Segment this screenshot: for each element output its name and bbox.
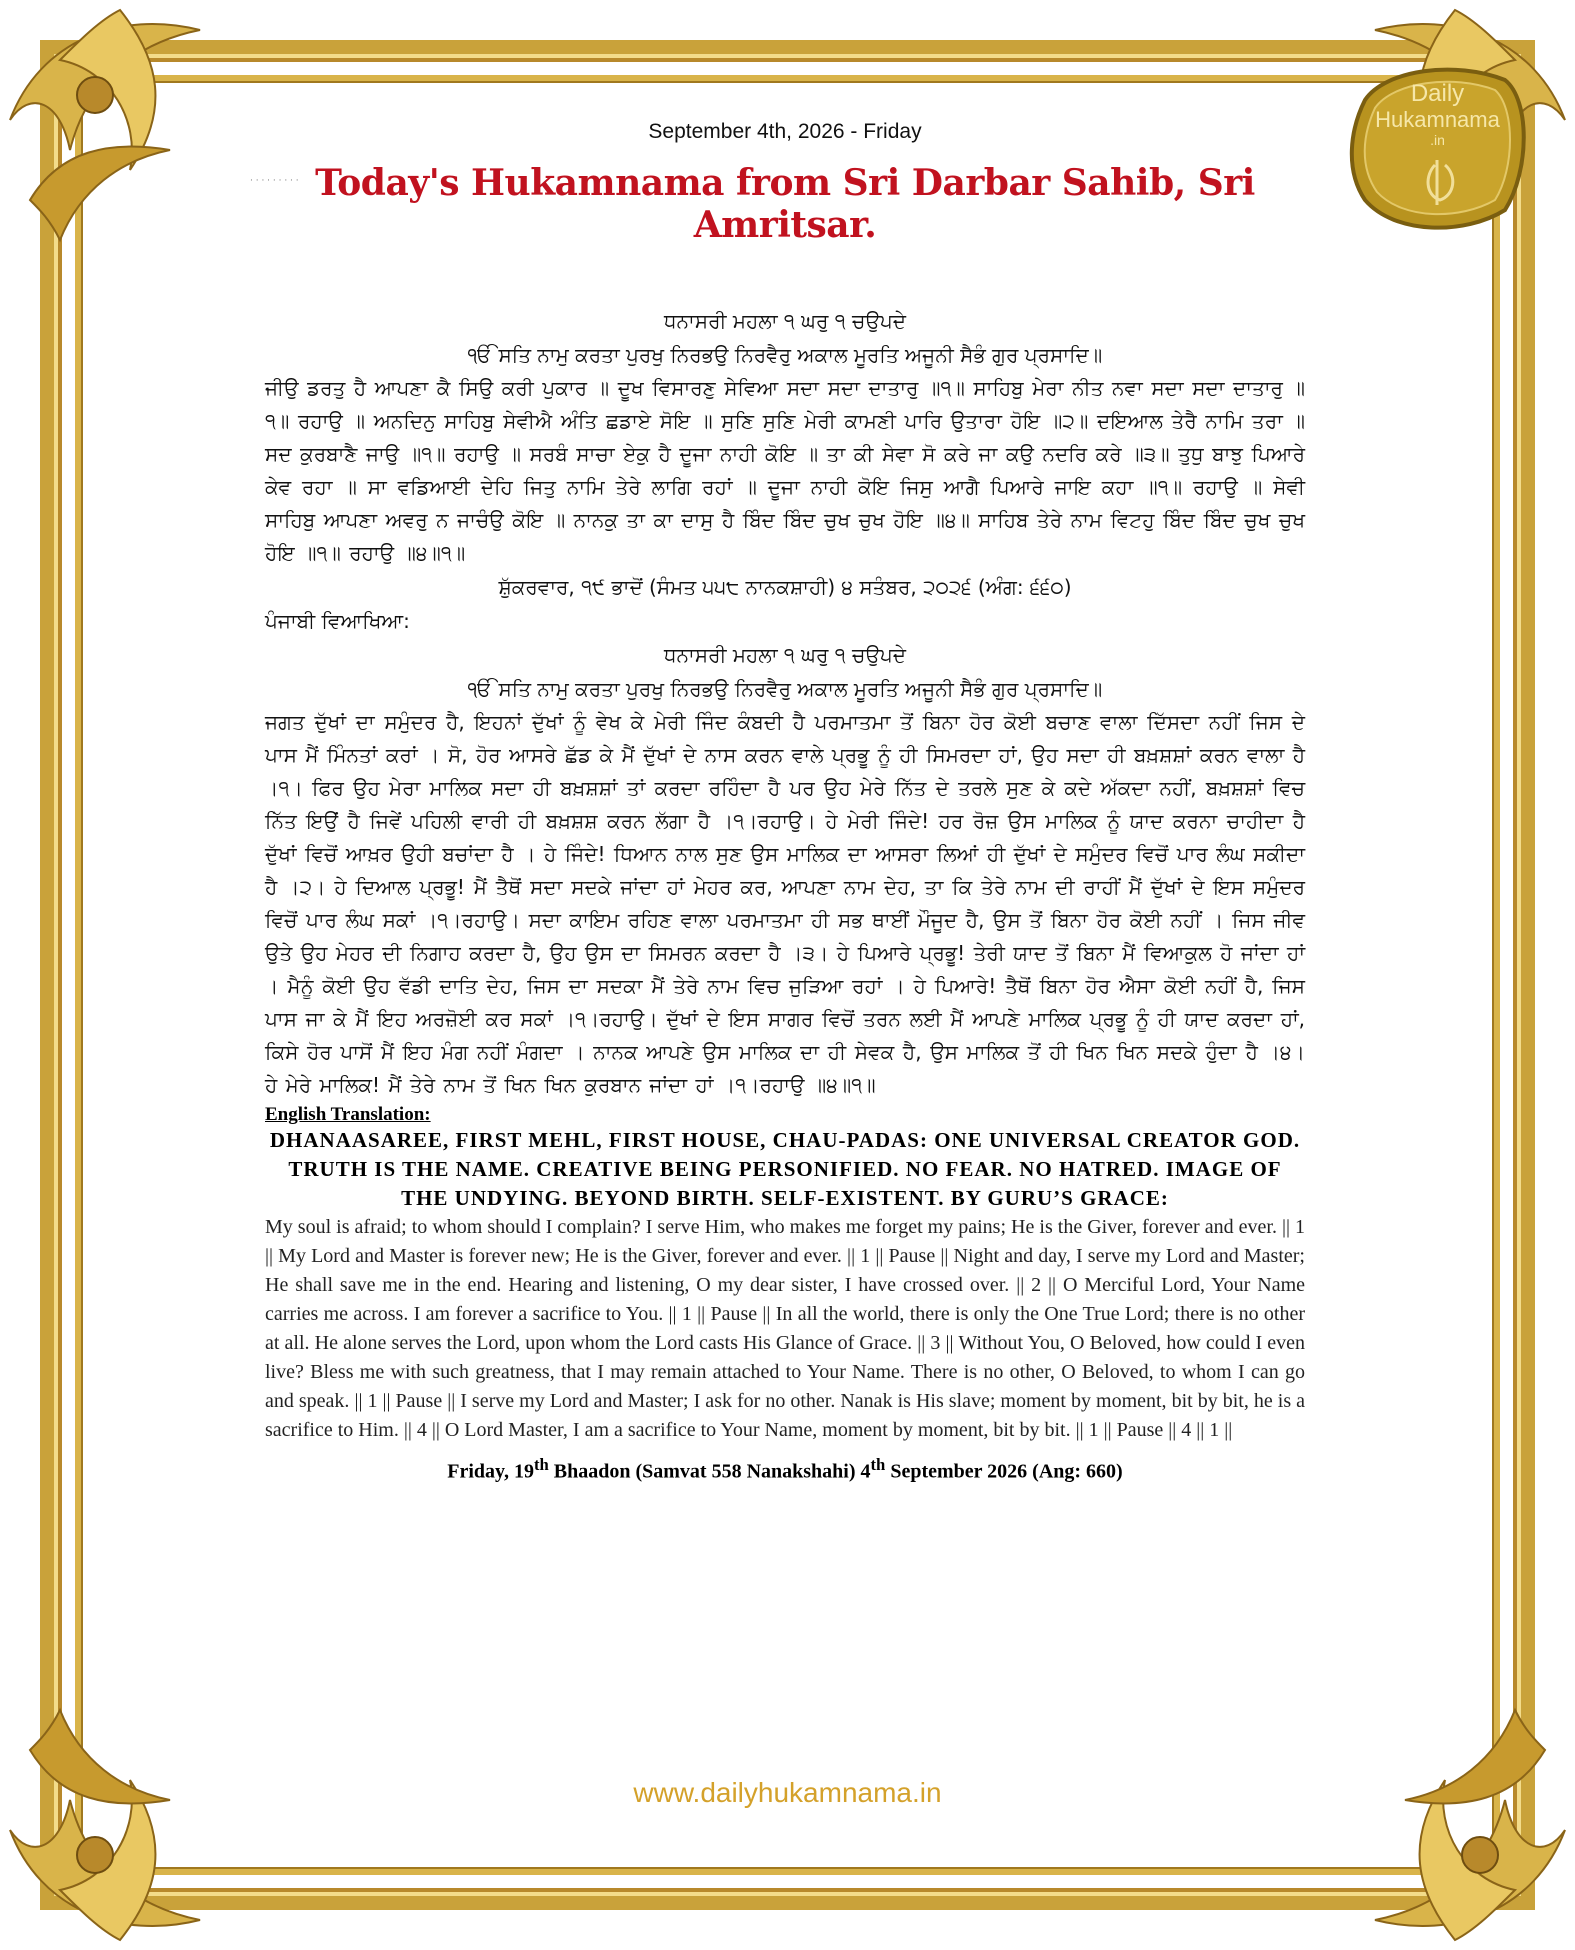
footer-part-c: September 2026 (Ang: 660)	[885, 1460, 1123, 1483]
punjabi-heading: ਧਨਾਸਰੀ ਮਹਲਾ ੧ ਘਰੁ ੧ ਚਉਪਦੇ	[663, 643, 907, 667]
ornament-bottom-left	[0, 1690, 260, 1950]
english-label: English Translation:	[265, 1104, 431, 1125]
main-content	[265, 120, 1305, 1484]
footer-part-a: Friday, 19	[447, 1460, 534, 1483]
footer-sup-2: th	[870, 1455, 886, 1474]
page-title: Today's Hukamnama from Sri Darbar Sahib, Sri Amritsar.	[315, 162, 1255, 246]
english-translation: My soul is afraid; to whom should I complain? I serve Him, who makes me forget my pains; He is the Giver, forever and ever. || 1 || My Lord and Master is forever new; He is the Giver, forever and ever. || 1 || Pause || Night and day, I serve my Lord and Master; He shall save me in the end. Hearing and listening, O my dear sister, I have crossed over. || 2 || O Merciful Lord, Your Name carries me across. I am forever a sacrifice to You. || 1 || Pause || In all the world, there is only the One True Lord; there is no other at all. He alone serves the Lord, upon whom the Lord casts His Glance of Grace. || 3 || Without You, O Beloved, how could I even live? Bless me with such greatness, that I may remain attached to Your Name. There is no other, O Beloved, to whom I can go and speak. || 1 || Pause || I serve my Lord and Master; I ask for no other. Nanak is His slave; moment by moment, bit by bit, he is a sacrifice to Him. || 4 || O Lord Master, I am a sacrifice to Your Name, moment by moment, bit by bit. || 1 || Pause || 4 || 1 ||	[265, 1216, 1305, 1441]
logo-line-1: Daily	[1410, 80, 1465, 107]
logo-line-3: .in	[1430, 132, 1445, 148]
logo-line-2: Hukamnama	[1375, 107, 1500, 132]
gurbani-date-line: ਸ਼ੁੱਕਰਵਾਰ, ੧੯ ਭਾਦੋਂ (ਸੰਮਤ ੫੫੮ ਨਾਨਕਸ਼ਾਹੀ) ੪ ਸਤੰਬਰ, ੨੦੨੬ (ਅੰਗ: ੬੬੦)	[498, 575, 1072, 599]
daily-hukamnama-logo	[1345, 60, 1530, 235]
gurbani-heading: ਧਨਾਸਰੀ ਮਹਲਾ ੧ ਘਰੁ ੧ ਚਉਪਦੇ	[663, 309, 907, 333]
english-date-line	[265, 1455, 1305, 1484]
footer-part-b: Bhaadon (Samvat 558 Nanakshahi) 4	[548, 1460, 871, 1483]
page-date: September 4th, 2026 - Friday	[648, 120, 922, 143]
punjabi-explanation: ਜਗਤ ਦੁੱਖਾਂ ਦਾ ਸਮੁੰਦਰ ਹੈ, ਇਹਨਾਂ ਦੁੱਖਾਂ ਨੂੰ ਵੇਖ ਕੇ ਮੇਰੀ ਜਿੰਦ ਕੰਬਦੀ ਹੈ ਪਰਮਾਤਮਾ ਤੋਂ ਬਿਨਾ ਹੋਰ ਕੋਈ ਬਚਾਣ ਵਾਲਾ ਦਿੱਸਦਾ ਨਹੀਂ ਜਿਸ ਦੇ ਪਾਸ ਮੈਂ ਮਿੰਨਤਾਂ ਕਰਾਂ । ਸੋ, ਹੋਰ ਆਸਰੇ ਛੱਡ ਕੇ ਮੈਂ ਦੁੱਖਾਂ ਦੇ ਨਾਸ ਕਰਨ ਵਾਲੇ ਪ੍ਰਭੂ ਨੂੰ ਹੀ ਸਿਮਰਦਾ ਹਾਂ, ਉਹ ਸਦਾ ਹੀ ਬਖ਼ਸ਼ਸ਼ਾਂ ਕਰਨ ਵਾਲਾ ਹੈ ।੧। ਫਿਰ ਉਹ ਮੇਰਾ ਮਾਲਿਕ ਸਦਾ ਹੀ ਬਖ਼ਸ਼ਸ਼ਾਂ ਤਾਂ ਕਰਦਾ ਰਹਿੰਦਾ ਹੈ ਪਰ ਉਹ ਮੇਰੇ ਨਿੱਤ ਦੇ ਤਰਲੇ ਸੁਣ ਕੇ ਕਦੇ ਅੱਕਦਾ ਨਹੀਂ, ਬਖ਼ਸ਼ਸ਼ਾਂ ਵਿਚ ਨਿੱਤ ਇਉਂ ਹੈ ਜਿਵੇਂ ਪਹਿਲੀ ਵਾਰੀ ਹੀ ਬਖ਼ਸ਼ਸ਼ ਕਰਨ ਲੱਗਾ ਹੈ ।੧।ਰਹਾਉ। ਹੇ ਮੇਰੀ ਜਿੰਦੇ! ਹਰ ਰੋਜ਼ ਉਸ ਮਾਲਿਕ ਨੂੰ ਯਾਦ ਕਰਨਾ ਚਾਹੀਦਾ ਹੈ ਦੁੱਖਾਂ ਵਿਚੋਂ ਆਖ਼ਰ ਉਹੀ ਬਚਾਂਦਾ ਹੈ । ਹੇ ਜਿੰਦੇ! ਧਿਆਨ ਨਾਲ ਸੁਣ ਉਸ ਮਾਲਿਕ ਦਾ ਆਸਰਾ ਲਿਆਂ ਹੀ ਦੁੱਖਾਂ ਦੇ ਸਮੁੰਦਰ ਵਿਚੋਂ ਪਾਰ ਲੰਘ ਸਕੀਦਾ ਹੈ ।੨। ਹੇ ਦਿਆਲ ਪ੍ਰਭੂ! ਮੈਂ ਤੈਥੋਂ ਸਦਾ ਸਦਕੇ ਜਾਂਦਾ ਹਾਂ ਮੇਹਰ ਕਰ, ਆਪਣਾ ਨਾਮ ਦੇਹ, ਤਾ ਕਿ ਤੇਰੇ ਨਾਮ ਦੀ ਰਾਹੀਂ ਮੈਂ ਦੁੱਖਾਂ ਦੇ ਇਸ ਸਮੁੰਦਰ ਵਿਚੋਂ ਪਾਰ ਲੰਘ ਸਕਾਂ ।੧।ਰਹਾਉ। ਸਦਾ ਕਾਇਮ ਰਹਿਣ ਵਾਲਾ ਪਰਮਾਤਮਾ ਹੀ ਸਭ ਥਾਈਂ ਮੌਜੂਦ ਹੈ, ਉਸ ਤੋਂ ਬਿਨਾ ਹੋਰ ਕੋਈ ਨਹੀਂ । ਜਿਸ ਜੀਵ ਉਤੇ ਉਹ ਮੇਹਰ ਦੀ ਨਿਗਾਹ ਕਰਦਾ ਹੈ, ਉਹ ਉਸ ਦਾ ਸਿਮਰਨ ਕਰਦਾ ਹੈ ।੩। ਹੇ ਪਿਆਰੇ ਪ੍ਰਭੂ! ਤੇਰੀ ਯਾਦ ਤੋਂ ਬਿਨਾ ਮੈਂ ਵਿਆਕੁਲ ਹੋ ਜਾਂਦਾ ਹਾਂ । ਮੈਨੂੰ ਕੋਈ ਉਹ ਵੱਡੀ ਦਾਤਿ ਦੇਹ, ਜਿਸ ਦਾ ਸਦਕਾ ਮੈਂ ਤੇਰੇ ਨਾਮ ਵਿਚ ਜੁੜਿਆ ਰਹਾਂ । ਹੇ ਪਿਆਰੇ! ਤੈਥੋਂ ਬਿਨਾ ਹੋਰ ਐਸਾ ਕੋਈ ਨਹੀਂ ਹੈ, ਜਿਸ ਪਾਸ ਜਾ ਕੇ ਮੈਂ ਇਹ ਅਰਜ਼ੋਈ ਕਰ ਸਕਾਂ ।੧।ਰਹਾਉ। ਦੁੱਖਾਂ ਦੇ ਇਸ ਸਾਗਰ ਵਿਚੋਂ ਤਰਨ ਲਈ ਮੈਂ ਆਪਣੇ ਮਾਲਿਕ ਪ੍ਰਭੂ ਨੂੰ ਹੀ ਯਾਦ ਕਰਦਾ ਹਾਂ, ਕਿਸੇ ਹੋਰ ਪਾਸੋਂ ਮੈਂ ਇਹ ਮੰਗ ਨਹੀਂ ਮੰਗਦਾ । ਨਾਨਕ ਆਪਣੇ ਉਸ ਮਾਲਿਕ ਦਾ ਹੀ ਸੇਵਕ ਹੈ, ਉਸ ਮਾਲਿਕ ਤੋਂ ਹੀ ਖਿਨ ਖਿਨ ਸਦਕੇ ਹੁੰਦਾ ਹੈ ।੪। ਹੇ ਮੇਰੇ ਮਾਲਿਕ! ਮੈਂ ਤੇਰੇ ਨਾਮ ਤੋਂ ਖਿਨ ਖਿਨ ਕੁਰਬਾਨ ਜਾਂਦਾ ਹਾਂ ।੧।ਰਹਾਉ ॥੪॥੧॥	[265, 710, 1305, 1097]
divider-dots: · · · · · · · · ·	[250, 176, 299, 186]
punjabi-label: ਪੰਜਾਬੀ ਵਿਆਖਿਆ:	[265, 609, 410, 633]
website-link[interactable]: www.dailyhukamnama.in	[633, 1777, 942, 1808]
ornament-bottom-right	[1315, 1690, 1575, 1950]
ornament-top-left	[0, 0, 260, 260]
punjabi-mool-mantar: ੴ ਸਤਿ ਨਾਮੁ ਕਰਤਾ ਪੁਰਖੁ ਨਿਰਭਉ ਨਿਰਵੈਰੁ ਅਕਾਲ ਮੂਰਤਿ ਅਜੂਨੀ ਸੈਭੰ ਗੁਰ ਪ੍ਰਸਾਦਿ॥	[467, 677, 1103, 701]
english-caps-heading: DHANAASAREE, FIRST MEHL, FIRST HOUSE, CHAU-PADAS: ONE UNIVERSAL CREATOR GOD. TRUTH IS THE NAME. CREATIVE BEING PERSONIFIED. NO FEAR. NO HATRED. IMAGE OF THE UNDYING. BEYOND BIRTH. SELF-EXISTENT. BY GURU’S GRACE:	[269, 1128, 1301, 1210]
gurbani-mool-mantar: ੴ ਸਤਿ ਨਾਮੁ ਕਰਤਾ ਪੁਰਖੁ ਨਿਰਭਉ ਨਿਰਵੈਰੁ ਅਕਾਲ ਮੂਰਤਿ ਅਜੂਨੀ ਸੈਭੰ ਗੁਰ ਪ੍ਰਸਾਦਿ॥	[467, 343, 1103, 367]
gurbani-text: ਜੀਉ ਡਰਤੁ ਹੈ ਆਪਣਾ ਕੈ ਸਿਉ ਕਰੀ ਪੁਕਾਰ ॥ ਦੂਖ ਵਿਸਾਰਣੁ ਸੇਵਿਆ ਸਦਾ ਸਦਾ ਦਾਤਾਰੁ ॥੧॥ ਸਾਹਿਬੁ ਮੇਰਾ ਨੀਤ ਨਵਾ ਸਦਾ ਸਦਾ ਦਾਤਾਰੁ ॥੧॥ ਰਹਾਉ ॥ ਅਨਦਿਨੁ ਸਾਹਿਬੁ ਸੇਵੀਐ ਅੰਤਿ ਛਡਾਏ ਸੋਇ ॥ ਸੁਣਿ ਸੁਣਿ ਮੇਰੀ ਕਾਮਣੀ ਪਾਰਿ ਉਤਾਰਾ ਹੋਇ ॥੨॥ ਦਇਆਲ ਤੇਰੈ ਨਾਮਿ ਤਰਾ ॥ ਸਦ ਕੁਰਬਾਣੈ ਜਾਉ ॥੧॥ ਰਹਾਉ ॥ ਸਰਬੰ ਸਾਚਾ ਏਕੁ ਹੈ ਦੂਜਾ ਨਾਹੀ ਕੋਇ ॥ ਤਾ ਕੀ ਸੇਵਾ ਸੋ ਕਰੇ ਜਾ ਕਉ ਨਦਰਿ ਕਰੇ ॥੩॥ ਤੁਧੁ ਬਾਝੁ ਪਿਆਰੇ ਕੇਵ ਰਹਾ ॥ ਸਾ ਵਡਿਆਈ ਦੇਹਿ ਜਿਤੁ ਨਾਮਿ ਤੇਰੇ ਲਾਗਿ ਰਹਾਂ ॥ ਦੂਜਾ ਨਾਹੀ ਕੋਇ ਜਿਸੁ ਆਗੈ ਪਿਆਰੇ ਜਾਇ ਕਹਾ ॥੧॥ ਰਹਾਉ ॥ ਸੇਵੀ ਸਾਹਿਬੁ ਆਪਣਾ ਅਵਰੁ ਨ ਜਾਚੰਉ ਕੋਇ ॥ ਨਾਨਕੁ ਤਾ ਕਾ ਦਾਸੁ ਹੈ ਬਿੰਦ ਬਿੰਦ ਚੁਖ ਚੁਖ ਹੋਇ ॥੪॥ ਸਾਹਿਬ ਤੇਰੇ ਨਾਮ ਵਿਟਹੁ ਬਿੰਦ ਬਿੰਦ ਚੁਖ ਚੁਖ ਹੋਇ ॥੧॥ ਰਹਾਉ ॥੪॥੧॥	[265, 376, 1305, 565]
footer-sup-1: th	[533, 1455, 549, 1474]
